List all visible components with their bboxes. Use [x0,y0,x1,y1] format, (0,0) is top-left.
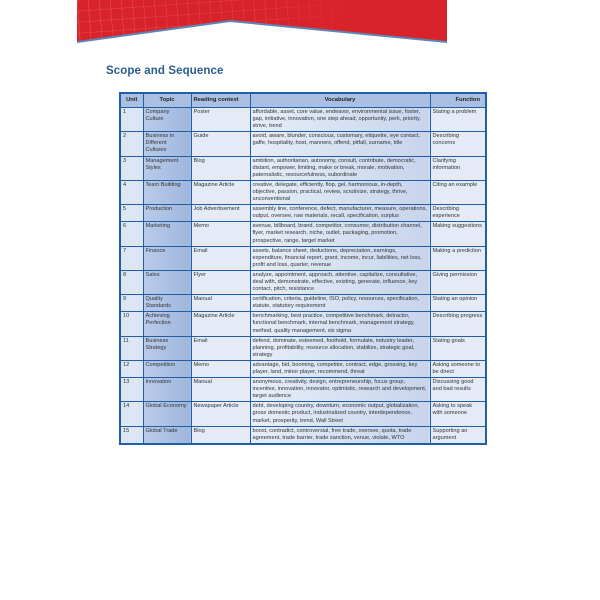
cell-function: Citing an example [430,180,486,204]
table-row [120,378,486,402]
cell-unit: 10 [120,312,143,336]
cell-function: Describing concerns [430,132,486,156]
cell-context: Magazine Article [191,312,250,336]
cell-vocabulary: analyze, appointment, approach, attentive, capitalize, consultative, deal with, demonstrate, effective, existing, generate, influence, key contact, pitch, resistance [250,270,430,294]
cell-function: Stating goals [430,336,486,360]
header-vocabulary: Vocabulary [250,93,430,108]
cell-unit: 12 [120,360,143,377]
cell-unit: 4 [120,180,143,204]
cell-vocabulary: advantage, bid, booming, competitor, contract, edge, grossing, key player, land, minor player, recommend, threat [250,360,430,377]
cell-topic: Finance [143,246,191,270]
header-function: Function [430,93,486,108]
table-row [120,205,486,222]
table-row [120,108,486,132]
header-banner [77,0,447,44]
cell-unit: 13 [120,378,143,402]
header-reading-context: Reading context [191,93,250,108]
table-row [120,312,486,336]
table-row [120,402,486,426]
table-row [120,246,486,270]
cell-function: Clarifying information [430,156,486,180]
cell-function: Describing progress [430,312,486,336]
cell-function: Stating an opinion [430,295,486,312]
page-title: Scope and Sequence [106,65,224,77]
cell-context: Guide [191,132,250,156]
cell-context: Manual [191,378,250,402]
header-unit: Unit [120,93,143,108]
cell-unit: 3 [120,156,143,180]
cell-context: Blog [191,426,250,444]
cell-function: Describing experience [430,205,486,222]
cell-function: Giving permission [430,270,486,294]
cell-topic: Team Building [143,180,191,204]
cell-vocabulary: ambition, authoritarian, autonomy, consult, contribute, democratic, distant, empower, limiting, make or break, morale, motivation, paternalistic, resourcefulness, subordinate [250,156,430,180]
cell-topic: Global Trade [143,426,191,444]
cell-unit: 14 [120,402,143,426]
table-row [120,180,486,204]
cell-function: Asking to speak with someone [430,402,486,426]
table-header-row [120,93,486,108]
cell-unit: 5 [120,205,143,222]
cell-unit: 6 [120,222,143,246]
table-row [120,222,486,246]
cell-function: Supporting an argument [430,426,486,444]
cell-context: Email [191,336,250,360]
cell-topic: Management Styles [143,156,191,180]
cell-function: Stating a problem [430,108,486,132]
cell-vocabulary: defend, dominate, esteemed, foothold, formulate, industry leader, planning, profitability, resource allocation, stabilize, strategic goal, strategy [250,336,430,360]
cell-vocabulary: assets, balance sheet, deductions, depreciation, earnings, expenditure, financial report, grant, income, incur, liabilities, net loss, profit and loss, quarter, revenue [250,246,430,270]
cell-unit: 9 [120,295,143,312]
cell-context: Blog [191,156,250,180]
cell-topic: Innovation [143,378,191,402]
cell-vocabulary: affordable, asset, core value, endeavor, environmental issue, foster, gap, initiative, innovation, one step ahead, opportunity, perk, priority, strive, trend [250,108,430,132]
cell-topic: Business Strategy [143,336,191,360]
cell-function: Asking someone to be direct [430,360,486,377]
cell-context: Email [191,246,250,270]
cell-vocabulary: boost, contradict, controversial, free trade, oversee, quota, trade agreement, trade barrier, trade sanction, venue, violate, WTO [250,426,430,444]
table-row [120,132,486,156]
table-row [120,426,486,444]
cell-unit: 2 [120,132,143,156]
cell-topic: Company Culture [143,108,191,132]
cell-context: Job Advertisement [191,205,250,222]
cell-vocabulary: debt, developing country, downturn, economic output, globalization, gross domestic product, industrialized country, interdependence, market, prosperity, trend, Wall Street [250,402,430,426]
cell-vocabulary: creative, delegate, efficiently, flop, gel, harmonious, in-depth, objective, passion, practical, review, scrutinize, strategy, thrive, unconventional [250,180,430,204]
table-row [120,270,486,294]
cell-context: Flyer [191,270,250,294]
cell-unit: 11 [120,336,143,360]
cell-context: Memo [191,222,250,246]
cell-topic: Achieving Perfection [143,312,191,336]
cell-vocabulary: avoid, aware, blunder, conscious, customary, etiquette, eye contact, gaffe, hospitality, host, manners, offend, pitfall, surname, title [250,132,430,156]
cell-topic: Business in Different Cultures [143,132,191,156]
cell-topic: Production [143,205,191,222]
cell-context: Newspaper Article [191,402,250,426]
cell-topic: Quality Standards [143,295,191,312]
scope-sequence-table [119,92,487,445]
cell-unit: 7 [120,246,143,270]
cell-function: Making a prediction [430,246,486,270]
cell-unit: 15 [120,426,143,444]
cell-vocabulary: assembly line, conference, defect, manufacturer, measure, operations, output, oversee, raw materials, recall, specification, surplus [250,205,430,222]
cell-vocabulary: certification, criteria, guideline, ISO, policy, resources, specification, statute, statutory requirement [250,295,430,312]
header-topic: Topic [143,93,191,108]
table-row [120,360,486,377]
cell-vocabulary: benchmarking, best practice, competitive benchmark, detractor, functional benchmark, internal benchmark, management strategy, method, quality management, six sigma [250,312,430,336]
cell-function: Making suggestions [430,222,486,246]
cell-topic: Competition [143,360,191,377]
cell-topic: Global Economy [143,402,191,426]
cell-context: Poster [191,108,250,132]
table-row [120,156,486,180]
table-row [120,336,486,360]
cell-function: Discussing good and bad results [430,378,486,402]
cell-vocabulary: anonymous, creativity, design, entrepreneurship, focus group, incentive, innovation, innovator, optimistic, research and development, target audience [250,378,430,402]
cell-topic: Marketing [143,222,191,246]
cell-unit: 8 [120,270,143,294]
cell-topic: Sales [143,270,191,294]
cell-unit: 1 [120,108,143,132]
table-row [120,295,486,312]
cell-vocabulary: avenue, billboard, brand, competitor, consumer, distribution channel, flyer, market research, niche, outlet, packaging, promotion, prospective, range, target market [250,222,430,246]
cell-context: Magazine Article [191,180,250,204]
cell-context: Memo [191,360,250,377]
cell-context: Manual [191,295,250,312]
grid-pattern-banner-graphic [77,0,447,44]
